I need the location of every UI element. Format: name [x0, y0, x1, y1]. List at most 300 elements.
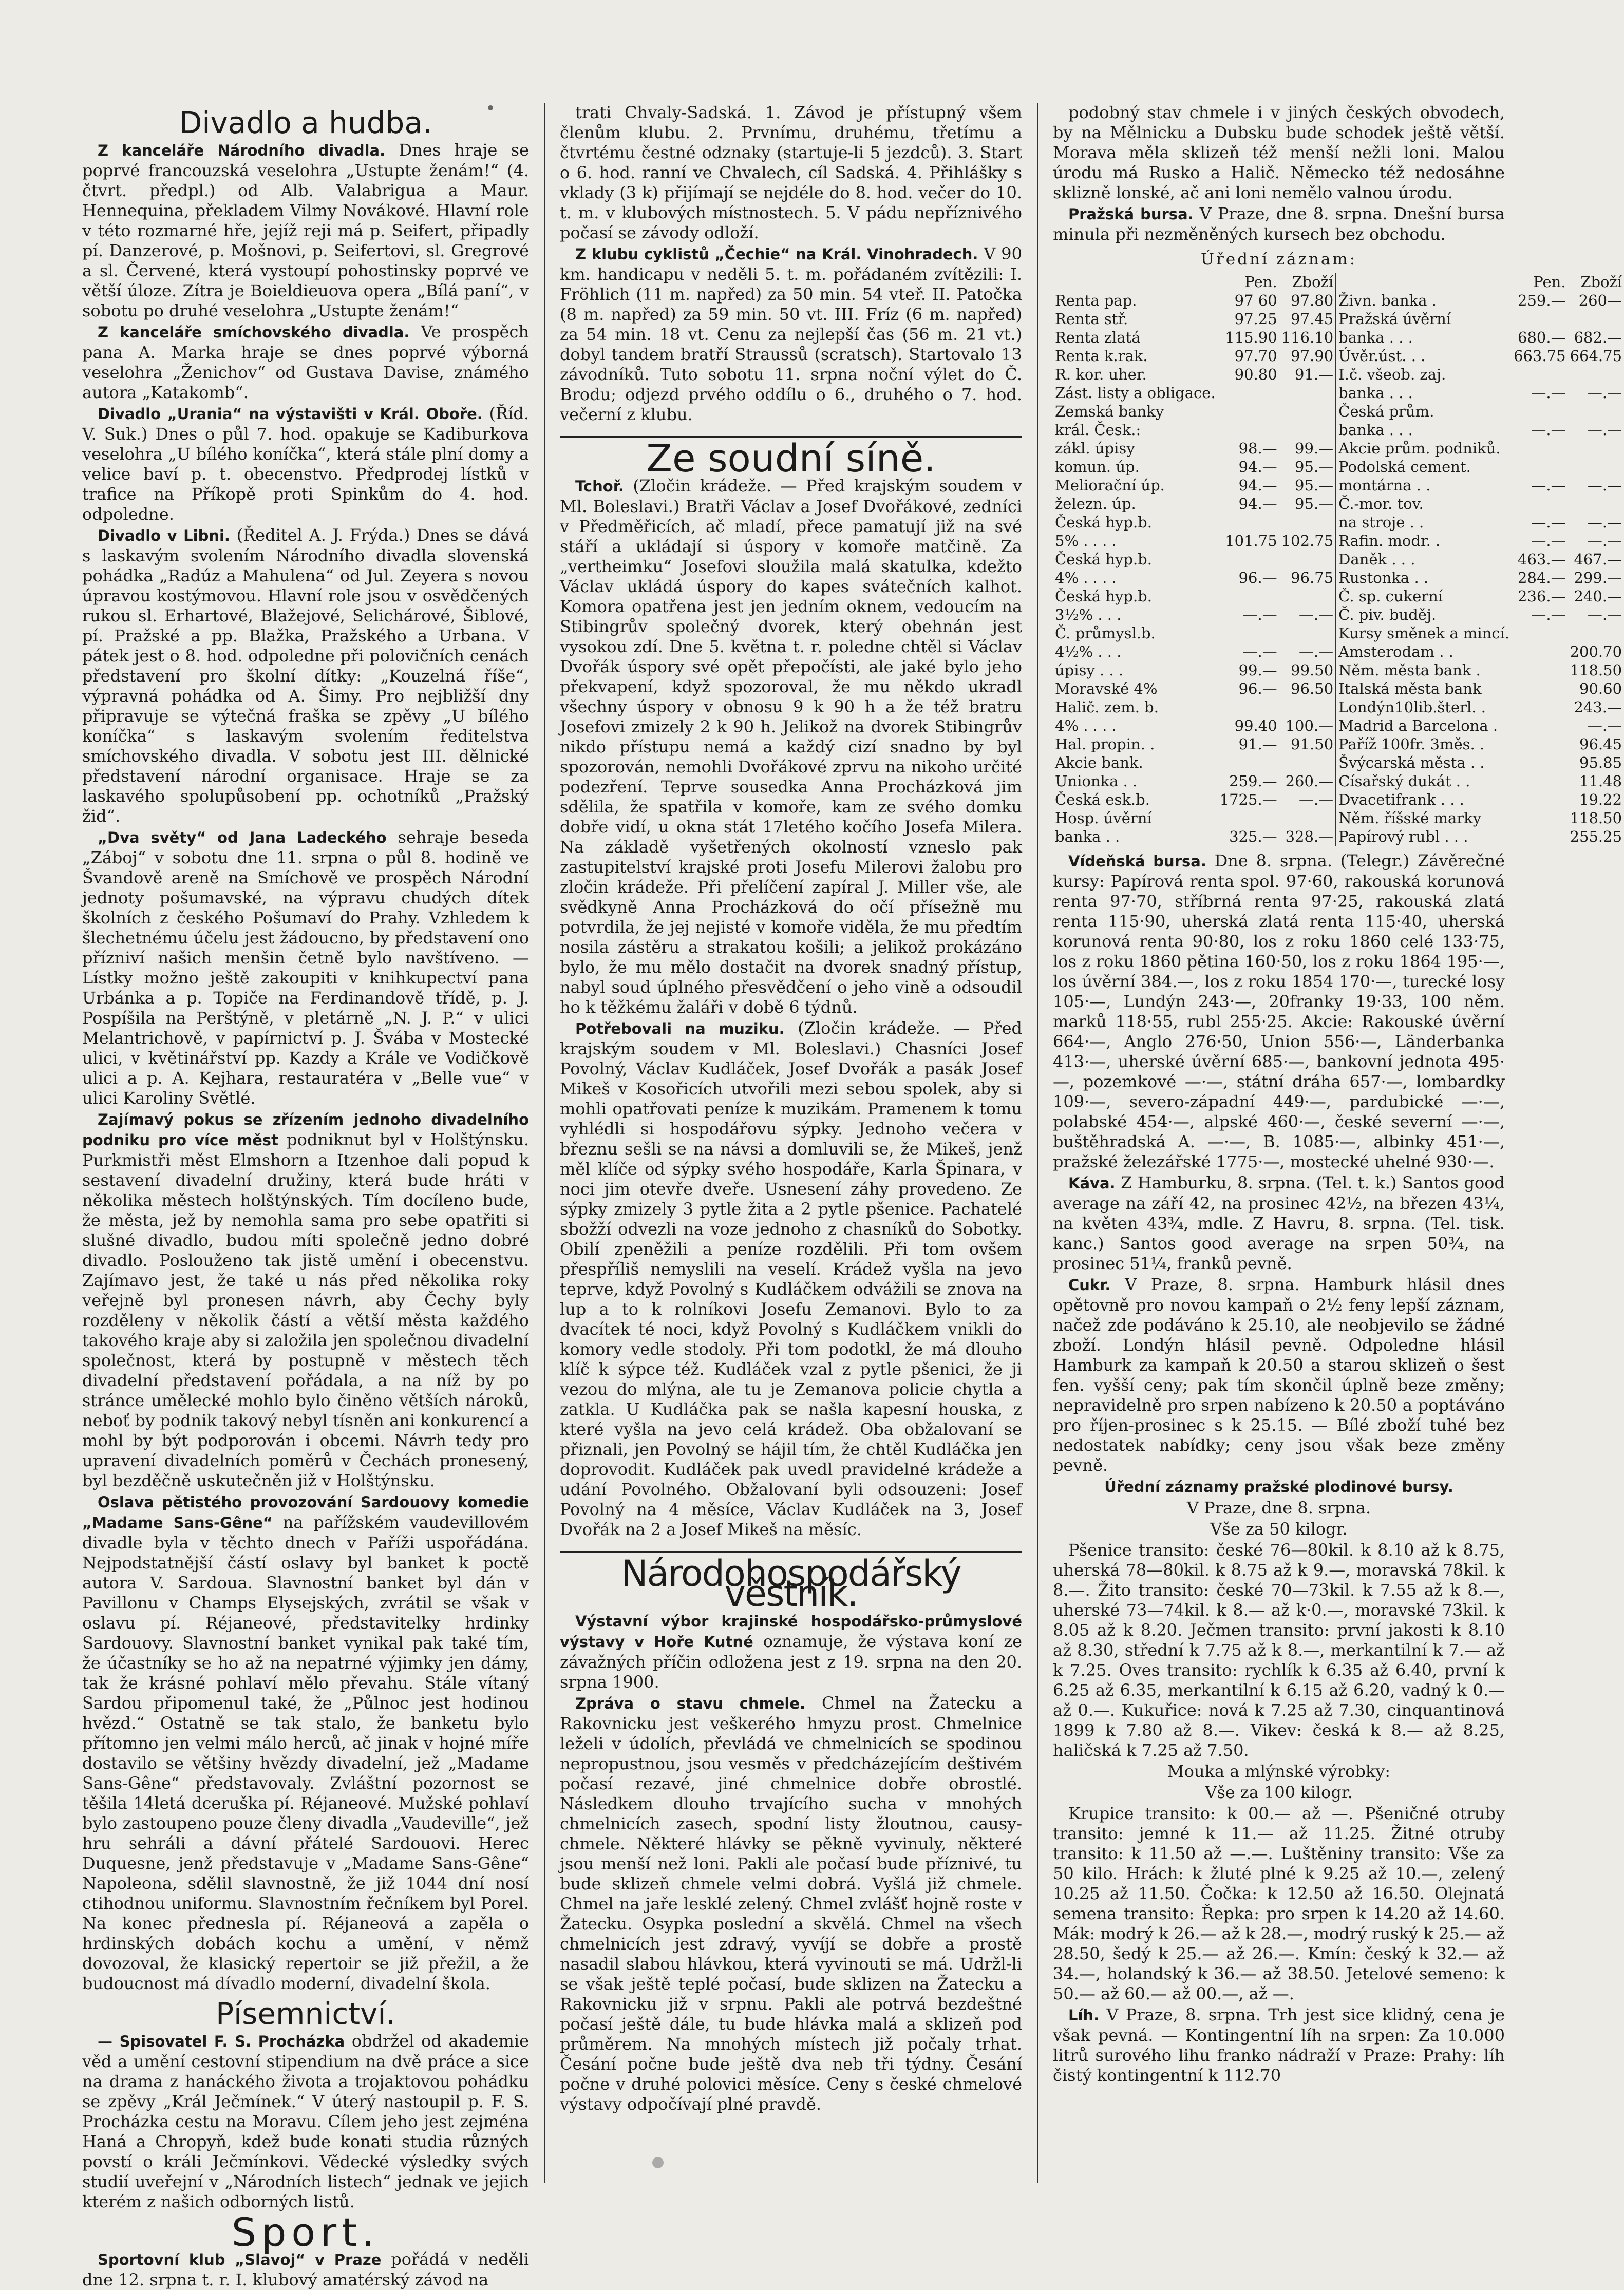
rates-row	[1053, 291, 1624, 310]
article-paragraph	[1053, 1477, 1505, 1497]
rates-cell: 236.—	[1518, 588, 1566, 605]
rates-cell: banka . . .	[1338, 329, 1413, 346]
article-lead: Potřebovali na muziku.	[575, 1020, 785, 1037]
rates-cell	[1512, 458, 1568, 476]
article-text: oznamuje, že výstava koní ze závažných příčin odložena jest z 19. srpna na den 20. srpna 1900.	[560, 1632, 1022, 1692]
rates-cell: 1725.—	[1219, 791, 1277, 808]
article-paragraph	[82, 322, 529, 403]
rates-cell	[1512, 753, 1568, 772]
rates-header-cell: Pen.	[1244, 273, 1277, 291]
rates-cell	[1512, 495, 1568, 513]
rates-cell: 94.—	[1238, 495, 1277, 513]
rates-cell: 90.60	[1579, 680, 1622, 697]
article-paragraph	[560, 1693, 1022, 2114]
rates-header-cell	[1336, 273, 1512, 291]
rates-row	[1053, 624, 1624, 642]
article-lead: Divadlo „Urania“ na výstavišti v Král. Oboře.	[98, 405, 483, 423]
article-lead: Vídeňská bursa.	[1068, 853, 1206, 870]
section-heading-economy: Národohospodářský věstník.	[621, 1553, 961, 1615]
article-text: sehraje beseda „Záboj“ v sobotu dne 11. srpna o půl 8. hodině ve Švandově areně na Smíchově ve prospěch Národní jednoty pošumavské, na výpravu chudých dítek školních z českého Pošumaví do Prahy. Vzhledem k šlechetnému účelu jest žádoucno, by představení ono přízniví našich menšin četně bylo navštíveno. — Lístky možno ještě zakoupiti v knihkupectví pana Urbánka a p. Topiče na Ferdinandově třídě, p. J. Pospíšila na Perštýně, v pletárně „N. J. P.“ v ulici Melantrichově, v papírnictví p. J. Švába v Mostecké ulici, v květinářství pp. Kazdy a Krále ve Vodičkově ulici a p. A. Kejhara, restauratéra v „Belle vue“ v ulici Karoliny Světlé.	[82, 827, 529, 1108]
rates-cell: Halič. zem. b.	[1055, 698, 1159, 716]
article-paragraph	[1053, 204, 1505, 244]
rates-cell	[1512, 716, 1568, 735]
section-heading-theatre: Divadlo a hudba.	[179, 105, 432, 140]
rates-cell: 284.—	[1518, 569, 1566, 586]
rates-cell: 95.—	[1279, 495, 1336, 513]
article-paragraph	[560, 103, 1022, 243]
article-lead: Oslava pětistého provozování Sardouovy komedie „Madame Sans-Gêne“	[82, 1493, 529, 1531]
rates-cell: Rustonka . .	[1338, 569, 1429, 586]
article-lead: Z klubu cyklistů „Čechie“ na Král. Vinohradech.	[575, 245, 978, 263]
rates-cell	[1218, 384, 1279, 402]
rates-cell: 91.—	[1279, 365, 1336, 384]
rates-cell	[1218, 421, 1279, 439]
rates-cell: Hosp. úvěrní	[1055, 809, 1152, 827]
rates-cell: —.—	[1587, 421, 1622, 439]
rates-cell: —.—	[1587, 477, 1622, 494]
rates-cell	[1218, 753, 1279, 772]
rates-cell: 118.50	[1570, 661, 1622, 679]
rates-cell	[1512, 365, 1568, 384]
rates-cell	[1279, 809, 1336, 827]
rates-header-cell	[1053, 273, 1218, 291]
rates-row	[1053, 513, 1624, 532]
article-text: (Říd. V. Suk.) Dnes o půl 7. hod. opakuje se Kadiburkova veselohra „U bílého koníčka“, která stále plní domy a velice baví p. t. obecenstvo. Předprodej lístků v trafice na Příkopě proti Spinkům do 4. hod. odpoledne.	[82, 404, 529, 524]
rates-cell: Meliorační úp.	[1055, 477, 1165, 494]
rates-cell: —.—	[1587, 717, 1622, 734]
article-lead: Zpráva o stavu chmele.	[575, 1695, 806, 1712]
rates-cell: Unionka . .	[1055, 772, 1138, 790]
rates-cell	[1568, 439, 1624, 458]
rates-cell: 94.—	[1238, 458, 1277, 476]
rates-cell: 680.—	[1518, 329, 1566, 346]
rates-cell: 95.85	[1579, 754, 1622, 771]
column-rule	[1037, 103, 1038, 2183]
article-lead: Divadlo v Libni.	[98, 527, 230, 544]
article-text: Chmel na Žatecku a Rakovnicku jest veškerého hmyzu prost. Chmelnice leželi v údolích, převládá ve chmelnicích se spodinou nepropustnou, jsou vesměs v předcházejícím deštivém počasí rezavé, jiné chmelnice dobře obrostlé. Následkem dlouho trvajícího sucha v mnohých chmelnicích zasech, spodní listy žloutnou, causy-chmele. Některé hlávky se pěkně vyvinuly, některé jsou menší než loni. Pakli ale počasí bude příznivé, tu bude sklizeň chmele velmi dobrá. Vyšlá již chmele. Chmel na jaře lesklé zelený. Chmel zvlášť hojně roste v Žatecku. Osypka poslední a skvělá. Chmel na všech chmelnicích jest zdravý, vyvíjí se dobře a prostě nasadil slabou hlávkou, která vyvinouti se má. Udržl-li se však ještě teplé počasí, bude sklizen na Žatecku a Rakovnicku již v srpnu. Pakli ale potrvá bezdeštné počasí ještě dále, tu bude hlávka malá a sklizeň pod průměrem. Na mnohých místech již počaly trhat. Česání počne bude ještě dva neb tři týdny. Česání počne v druhé polovici měsíce. Ceny s české chmelové výstavy odpočívají plné pravdě.	[560, 1693, 1023, 2114]
rates-cell	[1512, 661, 1568, 679]
article-paragraph	[82, 140, 529, 321]
rates-cell	[1218, 587, 1279, 605]
rates-cell: Č. piv. buděj.	[1338, 606, 1437, 623]
rates-cell	[1218, 402, 1279, 421]
rates-cell: Renta k.rak.	[1055, 347, 1148, 365]
subheading: Mouka a mlýnské výrobky:	[1167, 1762, 1391, 1781]
article-lead: „Dva světy“ od Jana Ladeckého	[98, 829, 387, 846]
article-lead: Cukr.	[1068, 1276, 1111, 1294]
article-lead: Z kanceláře Národního divadla.	[98, 142, 386, 159]
article-text: obdržel od akademie věd a umění cestovní stipendium na dvě práce a sice na drama z hanáckého života a trojaktovou pohádku se zpěvy „Král Ječmínek.“ V úterý nastoupil p. F. S. Procházka cestu na Moravu. Cílem jeho jest zejména Haná a Chropyň, kdež bude konati studia různých povstí o králi Ječmínkovi. Vědecké výsledky svých studií uveřejní v „Národních listech“ jednak ve jejich kterém z našich odborných listů.	[82, 2031, 529, 2211]
article-paragraph	[82, 2249, 529, 2290]
rates-row	[1053, 402, 1624, 421]
rates-cell: 115.90	[1225, 329, 1277, 346]
rates-cell	[1512, 402, 1568, 421]
article-paragraph	[1053, 851, 1505, 1172]
rates-cell: Italská města bank	[1338, 680, 1482, 697]
rates-cell	[1512, 735, 1568, 753]
rates-cell: 259.—	[1518, 292, 1566, 309]
article-text: Z Hamburku, 8. srpna. (Tel. t. k.) Santos good average na září 42, na prosinec 42½, na březen 43¼, na květen 43¾, mdle. Z Havru, 8. srpna. (Tel. tisk. kanc.) Santos good average na srpen 50¾, na prosinec 51¼, franků pevně.	[1053, 1173, 1505, 1273]
article-paragraph	[82, 1109, 529, 1491]
rates-cell	[1568, 310, 1624, 328]
article-text: pořádá v neděli dne 12. srpna t. r. I. klubový amatérský závod na	[82, 2249, 529, 2289]
rates-cell	[1218, 624, 1279, 642]
rates-cell: komun. úp.	[1055, 458, 1140, 476]
rates-row	[1053, 569, 1624, 587]
rates-cell: —.—	[1531, 606, 1566, 623]
article-text: podobný stav chmele i v jiných českých obvodech, by na Mělnicku a Dubsku bude schodek ještě větší. Morava měla sklizeň též menší nežli loni. Malou úrodu má Rusko a Halič. Německo též nedosáhne sklizně lonské, ač ani loni nemělo valnou úrodu.	[1053, 103, 1505, 202]
rates-cell: Papírový rubl . . .	[1338, 828, 1468, 845]
rates-cell	[1512, 809, 1568, 827]
rates-cell: 4% . . . .	[1055, 717, 1117, 734]
rates-cell: Renta pap.	[1055, 292, 1137, 309]
article-text: Pšenice transito: české 76—80kil. k 8.10 až k 8.75, uherská 78—80kil. k 8.75 až k 9.—, moravská 78kil. k 8.—. Žito transito: české 70—73kil. k 7.55 až k 8.—, uherské 73—74kil. k 8.— až k·0.—, moravské 73kil. k 8.05 až k 8.20. Ječmen transito: první jakosti k 8.10 až 8.30, střední k 7.75 až k 8.—, merkantilní k 7.— až k 7.25. Oves transito: rychlík k 6.35 až 6.40, první k 6.25 až 6.35, merkantilní k 6.15 až 6.20, vadný k 0.— až 0.—. Kukuřice: nová k 7.25 až 7.30, cinquantinová 1899 k 7.80 až 8.—. Vikev: česká k 8.— až 8.25, haličská k 7.25 až 7.50.	[1053, 1540, 1505, 1760]
rates-cell: král. Česk.:	[1055, 421, 1141, 439]
article-paragraph	[82, 1492, 529, 1994]
rates-cell: Česká hyp.b.	[1055, 588, 1152, 605]
rates-cell: banka . . .	[1338, 421, 1413, 439]
rates-row	[1053, 439, 1624, 458]
article-lead: Pražská bursa.	[1068, 205, 1194, 223]
article-text: V Praze, 8. srpna. Hamburk hlásil dnes opětovně pro novou kampaň o 2½ feny lepší záznam, načež zde podáváno k 25.10, ale neobjevilo se žádné zboží. Londýn hlásil pevně. Odpoledne hlásil Hamburk za kampaň k 20.50 a starou sklizeň o šest fen. vyšší ceny; pak tím skončil úplně beze změny; nepravidelně pro srpen nabízeno k 20.50 a poptáváno pro říjen-prosinec s k 25.15. — Bílé zboží tuhé bez nedostatek nabídky; ceny jsou však beze změny pevně.	[1053, 1275, 1505, 1475]
ink-dot	[652, 2157, 664, 2168]
rates-cell: 99.50	[1279, 661, 1336, 679]
rates-row	[1053, 310, 1624, 328]
rates-cell: Moravské 4%	[1055, 680, 1158, 697]
rates-row	[1053, 328, 1624, 347]
rates-cell: banka . .	[1055, 828, 1120, 845]
rates-cell	[1279, 698, 1336, 716]
rates-cell: Podolská cement.	[1338, 458, 1471, 476]
rates-cell: Rafin. modr. .	[1338, 532, 1441, 550]
rates-row	[1053, 550, 1624, 569]
rates-cell: 99.—	[1279, 439, 1336, 458]
rates-row	[1053, 827, 1624, 846]
rates-cell: Č. sp. cukerní	[1338, 588, 1443, 605]
rates-cell	[1512, 772, 1568, 790]
rates-cell: Londýn10lib.šterl. .	[1338, 698, 1486, 716]
rates-cell: 328.—	[1279, 827, 1336, 846]
rates-cell: 259.—	[1229, 772, 1277, 790]
rates-cell	[1512, 439, 1568, 458]
rates-cell	[1568, 495, 1624, 513]
rates-row	[1053, 365, 1624, 384]
subheading: V Praze, dne 8. srpna.	[1186, 1498, 1371, 1518]
rates-cell: 96.—	[1238, 680, 1277, 697]
rates-row	[1053, 698, 1624, 716]
rates-row	[1053, 642, 1624, 661]
article-text: Krupice transito: k 00.— až —. Pšeničné otruby transito: jemné k 11.— až 11.25. Žitné otruby transito: k 11.50 až —.—. Luštěniny transito: Vše za 50 kilo. Hrách: k žluté plné k 9.25 až 10.—, zelený 10.25 až 11.50. Čočka: k 12.50 až 16.50. Olejnatá semena transito: Řepka: pro srpen k 14.20 až 14.60. Mák: modrý k 26.— až k 28.—, modrý ruský k 25.— až 28.50, šedý k 25.— až 26.—. Kmín: český k 32.— až 34.—, holandský k 36.— až 38.50. Jetelové semeno: k 50.— až 60.— až 00.—, až —.	[1053, 1804, 1505, 2003]
rates-cell	[1512, 790, 1568, 809]
rates-cell: —.—	[1279, 642, 1336, 661]
rates-cell: 4½% . . .	[1055, 643, 1122, 660]
rates-cell: 325.—	[1229, 828, 1277, 845]
rates-header-cell: Zboží	[1580, 273, 1622, 291]
rates-row	[1053, 458, 1624, 476]
article-paragraph	[1053, 1804, 1505, 2004]
rates-cell: 467.—	[1574, 551, 1622, 568]
rates-cell: Č.-mor. tov.	[1338, 495, 1424, 513]
subheading: Vše za 100 kilogr.	[1205, 1783, 1353, 1802]
rates-row	[1053, 476, 1624, 495]
rates-cell: Něm. říšské marky	[1338, 809, 1482, 827]
rates-cell: Česká hyp.b.	[1055, 551, 1152, 568]
rates-row	[1053, 679, 1624, 698]
rates-cell	[1568, 458, 1624, 476]
article-paragraph	[1053, 1275, 1505, 1475]
rates-row	[1053, 735, 1624, 753]
rates-cell	[1279, 587, 1336, 605]
rates-row	[1053, 347, 1624, 365]
rates-cell: Švýcarská města . .	[1338, 754, 1485, 771]
article-lead: Výstavní výbor krajinské hospodářsko-průmyslové výstavy v Hoře Kutné	[560, 1613, 1022, 1651]
article-lead: Tchoř.	[575, 478, 624, 495]
column-1	[82, 103, 530, 2289]
rates-cell: železn. úp.	[1055, 495, 1136, 513]
rates-header-row	[1053, 273, 1624, 291]
rates-cell: 682.—	[1574, 329, 1622, 346]
rates-cell: —.—	[1242, 606, 1277, 623]
rates-cell: Česká hyp.b.	[1055, 514, 1152, 531]
rates-row	[1053, 772, 1624, 790]
rates-cell: na stroje . .	[1338, 514, 1424, 531]
article-lead: Líh.	[1068, 2007, 1100, 2024]
rates-cell: 96.75	[1279, 569, 1336, 587]
rates-cell	[1279, 402, 1336, 421]
article-text: trati Chvaly-Sadská. 1. Závod je přístupný všem členům klubu. 2. Prvnímu, druhému, třetímu a čtvrtému čestné odznaky (startuje-li 5 jezdců). 3. Start o 6. hod. ranní ve Chvalech, cíl Sadská. 4. Přihlášky s vklady (3 k) přijímají se nejdéle do 8. hod. večer do 10. t. m. v klubových místnostech. 5. V pádu nepříznivého počasí se závody odloží.	[560, 103, 1022, 242]
rates-cell: Císařský dukát . .	[1338, 772, 1470, 790]
rates-cell: Hal. propin. .	[1055, 735, 1155, 753]
rates-cell	[1218, 513, 1279, 532]
article-lead: Zajímavý pokus se zřízením jednoho divadelního podniku pro více měst	[82, 1111, 529, 1149]
rates-cell: 663.75	[1514, 347, 1566, 365]
rates-cell: —.—	[1242, 643, 1277, 660]
rates-cell: 91.—	[1238, 735, 1277, 753]
article-text: V Praze, 8. srpna. Trh jest sice klidný, cena je však pevná. — Kontingentní líh na srpen: Za 10.000 litrů surového lihu franko nádraží v Praze: Prahy: líh čistý kontingentní k 112.70	[1053, 2005, 1505, 2085]
rates-cell: 99.—	[1238, 661, 1277, 679]
rates-cell: 463.—	[1518, 551, 1566, 568]
rates-row	[1053, 661, 1624, 679]
rates-cell: 260.—	[1279, 772, 1336, 790]
column-2	[560, 103, 1022, 2183]
rates-cell: Dvacetifrank . . .	[1338, 791, 1464, 808]
rates-body	[1053, 291, 1624, 846]
rates-cell: 100.—	[1279, 716, 1336, 735]
rates-heading: Úřední záznam:	[1200, 250, 1357, 269]
article-lead: Z kanceláře smíchovského divadla.	[98, 324, 410, 341]
rates-cell: 95.—	[1279, 458, 1336, 476]
article-paragraph	[560, 1018, 1022, 1540]
rates-cell: 3½% . . .	[1055, 606, 1122, 623]
rates-cell: montárna . .	[1338, 477, 1431, 494]
article-text: (Ředitel A. J. Frýda.) Dnes se dává s laskavým svolením Národního divadla slovenská pohádka „Radúz a Mahulena“ od Jul. Zeyera s novou úpravou kostýmovou. Hlavní role jsou v osvědčených rukou sl. Erhartové, Blažejové, Selichárové, Šiblové, pí. Pražské a pp. Blažka, Pražského a Urbana. V pátek jest o 8. hod. odpoledne při polovičních cenách představení pro školní dítky: „Kouzelná říše“, výpravná pohádka od A. Šimy. Pro nejbližší dny připravuje se výtečná fraška se zpěvy „U bílého koníčka“ s laskavým svolením ředitelstva smíchovského divadla. V sobotu jest III. dělnické představení národní organisace. Hraje se za laskavého spolupůsobení pp. ochotníků „Pražský žid“.	[82, 525, 530, 826]
rates-cell	[1218, 698, 1279, 716]
rates-cell: Renta zlatá	[1055, 329, 1141, 346]
rates-cell: 97.70	[1234, 347, 1277, 365]
rates-cell: —.—	[1531, 514, 1566, 531]
rates-cell: Něm. města bank .	[1338, 661, 1481, 679]
rates-cell: —.—	[1531, 421, 1566, 439]
rates-cell: Paříž 100fr. 3měs. .	[1338, 735, 1485, 753]
rates-cell: 97.25	[1234, 310, 1277, 328]
rates-row	[1053, 421, 1624, 439]
article-text: Ve prospěch pana A. Marka hraje se dnes poprvé výborná veselohra „Ženichov“ od Gustava Davise, známého autora „Katakomb“.	[82, 322, 530, 402]
rates-cell: 255.25	[1570, 828, 1622, 845]
article-paragraph	[1053, 103, 1505, 203]
rates-cell: —.—	[1587, 606, 1622, 623]
rates-cell: 4% . . . .	[1055, 569, 1117, 586]
article-lead: Sportovní klub „Slavoj“ v Praze	[98, 2251, 382, 2268]
rates-cell: Zást. listy a obligace.	[1055, 384, 1216, 402]
rates-cell: Živn. banka .	[1338, 292, 1437, 309]
rates-cell: 96.—	[1238, 569, 1277, 586]
rates-cell: 96.45	[1579, 735, 1622, 753]
rates-cell: 98.—	[1238, 440, 1277, 457]
rates-cell: 95.—	[1279, 476, 1336, 495]
rates-cell: 101.75	[1225, 532, 1277, 550]
article-text: Dnes hraje se poprvé francouzská veselohra „Ustupte ženám!“ (4. čtvrt. předpl.) od Alb. Valabrigua a Maur. Hennequina, překladem Vilmy Novákové. Hlavní role v této rozmarné hře, jejíž reji má p. Seifert, připadly pí. Danzerové, p. Mošnovi, p. Seifertovi, sl. Gregrové a sl. Červené, která vystoupí pohostinsky poprvé ve větší úloze. Zítra je Boieldieuova opera „Bílá paní“, v sobotu po druhé veselohra „Ustupte ženám!“	[82, 140, 530, 320]
rates-cell	[1279, 753, 1336, 772]
article-paragraph	[560, 1611, 1022, 1692]
rates-cell	[1568, 402, 1624, 421]
rates-cell: —.—	[1587, 384, 1622, 402]
rates-cell	[1512, 642, 1568, 661]
rates-cell: 91.50	[1279, 735, 1336, 753]
article-lead: — Spisovatel F. S. Procházka	[98, 2033, 345, 2050]
rates-cell: Česká esk.b.	[1055, 791, 1150, 808]
section-heading-sport: Sport.	[231, 2209, 380, 2255]
rates-cell: Kursy směnek a mincí.	[1338, 624, 1510, 642]
rates-cell: Zemská banky	[1055, 403, 1164, 420]
article-paragraph	[560, 476, 1022, 1017]
rates-cell	[1279, 384, 1336, 402]
rates-cell: —.—	[1587, 532, 1622, 550]
rates-cell: 97 60	[1234, 292, 1277, 309]
article-paragraph	[82, 404, 529, 524]
rates-row	[1053, 532, 1624, 550]
rates-cell: 299.—	[1574, 569, 1622, 586]
article-lead: Káva.	[1068, 1175, 1116, 1192]
article-text: na pařížském vaudevillovém divadle byla v těchto dnech v Paříži uspořádána. Nejpodstatnější částí oslavy byl banket k poctě autora V. Sardoua. Slavnostní banket byl dán v Pavillonu v Champs Elysejských, zvrátil se však v oslavu pí. Réjaneové, představitelky hrdinky Sardouovy. Slavnostní banket vynikal pak také tím, že účastníky se ho až na nepatrné výjimky jen dámy, tak že krásné pohlaví mělo převahu. Stále vítaný Sardou připomenul také, že „Půlnoc jest hodinou hvězd.“ Ostatně se tak stalo, že banketu bylo přítomno jen velmi málo herců, ač jinak v hojné míře dostavilo se většiny hvězdy divadelní, jež „Madame Sans-Gêne“ představovaly. Zvláštní pozornost se těšila 14letá dceruška pí. Réjaneové. Mužské pohlaví bylo zastoupeno pouze členy divadla „Vaudeville“, jež hru sehráli a dávní přátelé Sardouovi. Herec Duquesne, jenž představuje v „Madame Sans-Gêne“ Napoleona, sdělil slavnostně, že již 1044 dní nosí ctihodnou uniformu. Slavnostním řečníkem byl Porel. Na konec přednesla pí. Réjaneová a zapěla o hrdinských dobách kochu a umění, v němž dovozoval, že klasický repertoir se již přežil, a že budoucnost má dívadlo moderní, divadelní škola.	[82, 1512, 530, 1993]
rates-cell: —.—	[1531, 384, 1566, 402]
rates-cell: —.—	[1531, 532, 1566, 550]
section-heading-literature: Písemnictví.	[216, 1996, 395, 2031]
rates-cell: zákl. úpisy	[1055, 440, 1135, 457]
rates-cell: 260—	[1578, 292, 1622, 309]
rates-cell: Akcie bank.	[1055, 754, 1143, 771]
rates-cell: Č. průmysl.b.	[1055, 624, 1156, 642]
column-3	[1053, 103, 1622, 2183]
rates-row	[1053, 809, 1624, 827]
rates-cell	[1512, 310, 1568, 328]
rates-cell: banka . . .	[1338, 384, 1413, 402]
rates-header-cell: Zboží	[1279, 273, 1336, 291]
rates-cell: Renta stř.	[1055, 310, 1128, 328]
rates-cell: 11.48	[1579, 772, 1622, 790]
rates-row	[1053, 790, 1624, 809]
article-text: V Praze, dne 8. srpna. Dnešní bursa minula při nezměněných kursech bez obchodu.	[1053, 204, 1505, 244]
rates-cell: 97.80	[1279, 291, 1336, 310]
rates-cell: I.č. všeob. zaj.	[1338, 366, 1446, 383]
exchange-rates-table	[1053, 273, 1624, 846]
rates-cell: 96.50	[1279, 679, 1336, 698]
rates-cell: Amsterodam . .	[1338, 643, 1453, 660]
rates-cell: —.—	[1587, 514, 1622, 531]
rates-cell: —.—	[1279, 605, 1336, 624]
rates-cell: 200.70	[1570, 643, 1622, 660]
rates-cell	[1568, 365, 1624, 384]
rates-cell	[1512, 698, 1568, 716]
rates-cell: 664.75	[1570, 347, 1622, 365]
rates-row	[1053, 716, 1624, 735]
article-paragraph	[82, 525, 529, 826]
rates-row	[1053, 605, 1624, 624]
rates-cell: Akcie prům. podniků.	[1338, 440, 1501, 457]
rates-row	[1053, 384, 1624, 402]
rates-row	[1053, 495, 1624, 513]
rates-cell: 97.45	[1279, 310, 1336, 328]
rates-cell: 243.—	[1574, 698, 1622, 716]
article-text: (Zločin krádeže. — Před krajským soudem v Ml. Boleslavi.) Bratři Václav a Josef Dvořákové, zedníci v Předměřicích, ač mladí, přece pamatují již na své stáří a ukládají si úspory v komoře matčině. Za „vertheimku“ Josefovi sloužila malá skatulka, kdežto Václav ukládá úspory do kapes svátečních kalhot. Komora opatřena jest jen jedním oknem, vedoucím na Stibingrův společný dvorek, který obehnán jest vysokou zdí. Dne 5. května t. r. poledne chtěl si Václav Dvořák úspory své opět přepočísti, ale jaké bylo jeho překvapení, když spozoroval, že mu někdo ukradl všechny úspory v obnosu 9 k 90 h a že též bratru Josefovi zmizely 2 k 90 h. Jelikož na dvorek Stibingrův nikdo přístupu nemá a každý cizí snadno by byl spozorován, nemohli Dvořákové zprvu na nikoho určité podezření. Teprve sousedka Anna Procházková jim sdělila, že spatřila v komoře, kam ze svého domku dobře vidí, u okna stát 17letého kočího Josefa Milera. Na základě vyšetřených okolností vzneslo pak zastupitelství krajské proti Josefu Milerovi žalobu pro zločin krádeže. Při přelíčení zapíral J. Miller vše, ale svědkyně Anna Procházková do očí přísežně mu potvrdila, že jej nejisté v komoře viděla, že mu předtím nosila zástěru a strakatou košili; a jelikož prokázáno bylo, že mu mělo dostačit na dvorek snadný přístup, nabyl soud úplného přesvědčení o jeho vině a odsoudil ho k těžkému žaláři v době 6 týdnů.	[560, 476, 1023, 1017]
rates-cell: Úvěr.úst. . .	[1338, 347, 1426, 365]
rates-cell	[1279, 624, 1336, 642]
rates-row	[1053, 753, 1624, 772]
section-heading-court: Ze soudní síně.	[646, 437, 936, 481]
rates-cell: úpisy . . .	[1055, 661, 1124, 679]
rates-cell: Pražská úvěrní	[1338, 310, 1451, 328]
rates-cell	[1512, 679, 1568, 698]
rates-cell: —.—	[1531, 477, 1566, 494]
rates-cell	[1568, 624, 1624, 642]
rates-cell	[1512, 624, 1568, 642]
rates-cell: 90.80	[1234, 366, 1277, 383]
article-paragraph	[82, 827, 529, 1108]
rates-cell: 5% . . . .	[1055, 532, 1117, 550]
rates-cell	[1279, 513, 1336, 532]
article-text: V 90 km. handicapu v neděli 5. t. m. pořádaném zvítězili: I. Fröhlich (11 m. napřed) za 50 min. 54 vteř. II. Patočka (8 m. napřed) za 59 min. 50 vt. III. Fríz (6 m. napřed) za 54 min. 18 vt. Cenu za nejlepší čas (56 m. 21 vt.) dobyl tandem bratří Straussů (scratsch). Startovalo 13 závodníků. Tuto sobotu 11. srpna noční výlet do Č. Brodu; odjezd prvého oddílu o 6., druhého o 7. hod. večerní z klubu.	[560, 244, 1023, 424]
rates-row	[1053, 587, 1624, 605]
article-paragraph	[560, 244, 1022, 425]
rates-cell: 97.90	[1279, 347, 1336, 365]
rates-cell: 99.40	[1234, 717, 1277, 734]
rates-cell: Daněk . . .	[1338, 551, 1415, 568]
rates-cell	[1218, 550, 1279, 569]
rates-cell	[1512, 827, 1568, 846]
rates-cell	[1279, 550, 1336, 569]
article-lead: Úřední záznamy pražské plodinové bursy.	[1104, 1478, 1453, 1496]
rates-cell: R. kor. uher.	[1055, 366, 1147, 383]
article-text: podniknut byl v Holštýnsku. Purkmistři měst Elmshorn a Itzenhoe dali popud k sestavení divadelní družiny, která bude hráti v několika městech holštýnských. Tím docíleno bude, že města, jež by nemohla sama pro sebe opatřiti si slušné divadlo, budou míti společně jedno dobré divadlo. Poslouženo tak jistě umění i obecenstvu. Zajímavo jest, že také u nás před několika roky veřejně byl pronesen návrh, aby Čechy byly rozděleny v několik částí a větší města každého takového kraje aby si založila jen společnou divadelní společnost, která by postupně v městech těch divadelní představení pořádala, a na níž by po stránce umělecké mohlo bylo činěno větších nároků, neboť by podnik takový nebyl tísněn ani konkurencí a mohl by být podporován i obcemi. Návrh tedy pro upravení divadelních poměrů v Čechách pronesený, byl bezděčně uskutečněn již v Holštýnsku.	[82, 1130, 530, 1490]
rates-cell	[1279, 421, 1336, 439]
rates-cell: 118.50	[1570, 809, 1622, 827]
rates-cell	[1218, 809, 1279, 827]
rates-cell: 19.22	[1579, 791, 1622, 808]
column-rule	[544, 103, 545, 2183]
rates-cell: 102.75	[1279, 532, 1336, 550]
article-paragraph	[1053, 1540, 1505, 1761]
rates-cell: Česká prům.	[1338, 403, 1434, 420]
rates-cell: 116.10	[1279, 328, 1336, 347]
article-paragraph	[1053, 1173, 1505, 1274]
rates-header-cell: Pen.	[1533, 273, 1566, 291]
rates-cell: Madrid a Barcelona .	[1338, 717, 1498, 734]
subheading: Vše za 50 kilogr.	[1210, 1519, 1348, 1539]
article-paragraph	[82, 2031, 529, 2212]
rates-cell: —.—	[1279, 790, 1336, 809]
newspaper-page	[82, 103, 1622, 2289]
rates-cell: 94.—	[1238, 477, 1277, 494]
article-text: Dne 8. srpna. (Telegr.) Závěrečné kursy: Papírová renta spol. 97·60, rakouská korunová renta 97·70, stříbrná renta 97·25, rakouská zlatá renta 115·90, uherská zlatá renta 115·40, uherská korunová renta 90·80, los z roku 1860 celé 133·75, los z roku 1860 pětina 160·50, los z roku 1864 195·—, los úvěrní 384.—, los z roku 1854 170·—, turecké losy 105·—, Lundýn 243·—, 20franky 19·33, 100 něm. marků 118·55, rubl 255·25. Akcie: Rakouské úvěrní 664·—, Anglo 276·50, Union 556·—, Länderbanka 413·—, uherské úvěrní 685·—, bankovní jednota 495·—, pozemkové —·—, státní dráha 657·—, lombardky 109·—, severo-západní 449·—, pardubické —·—, polabské 454·—, alpské 460·—, české severní —·—, buštěhradská A. —·—, B. 1085·—, albinky 451·—, pražské železářské 1775·—, mostecké uhelné 930·—.	[1053, 851, 1505, 1171]
